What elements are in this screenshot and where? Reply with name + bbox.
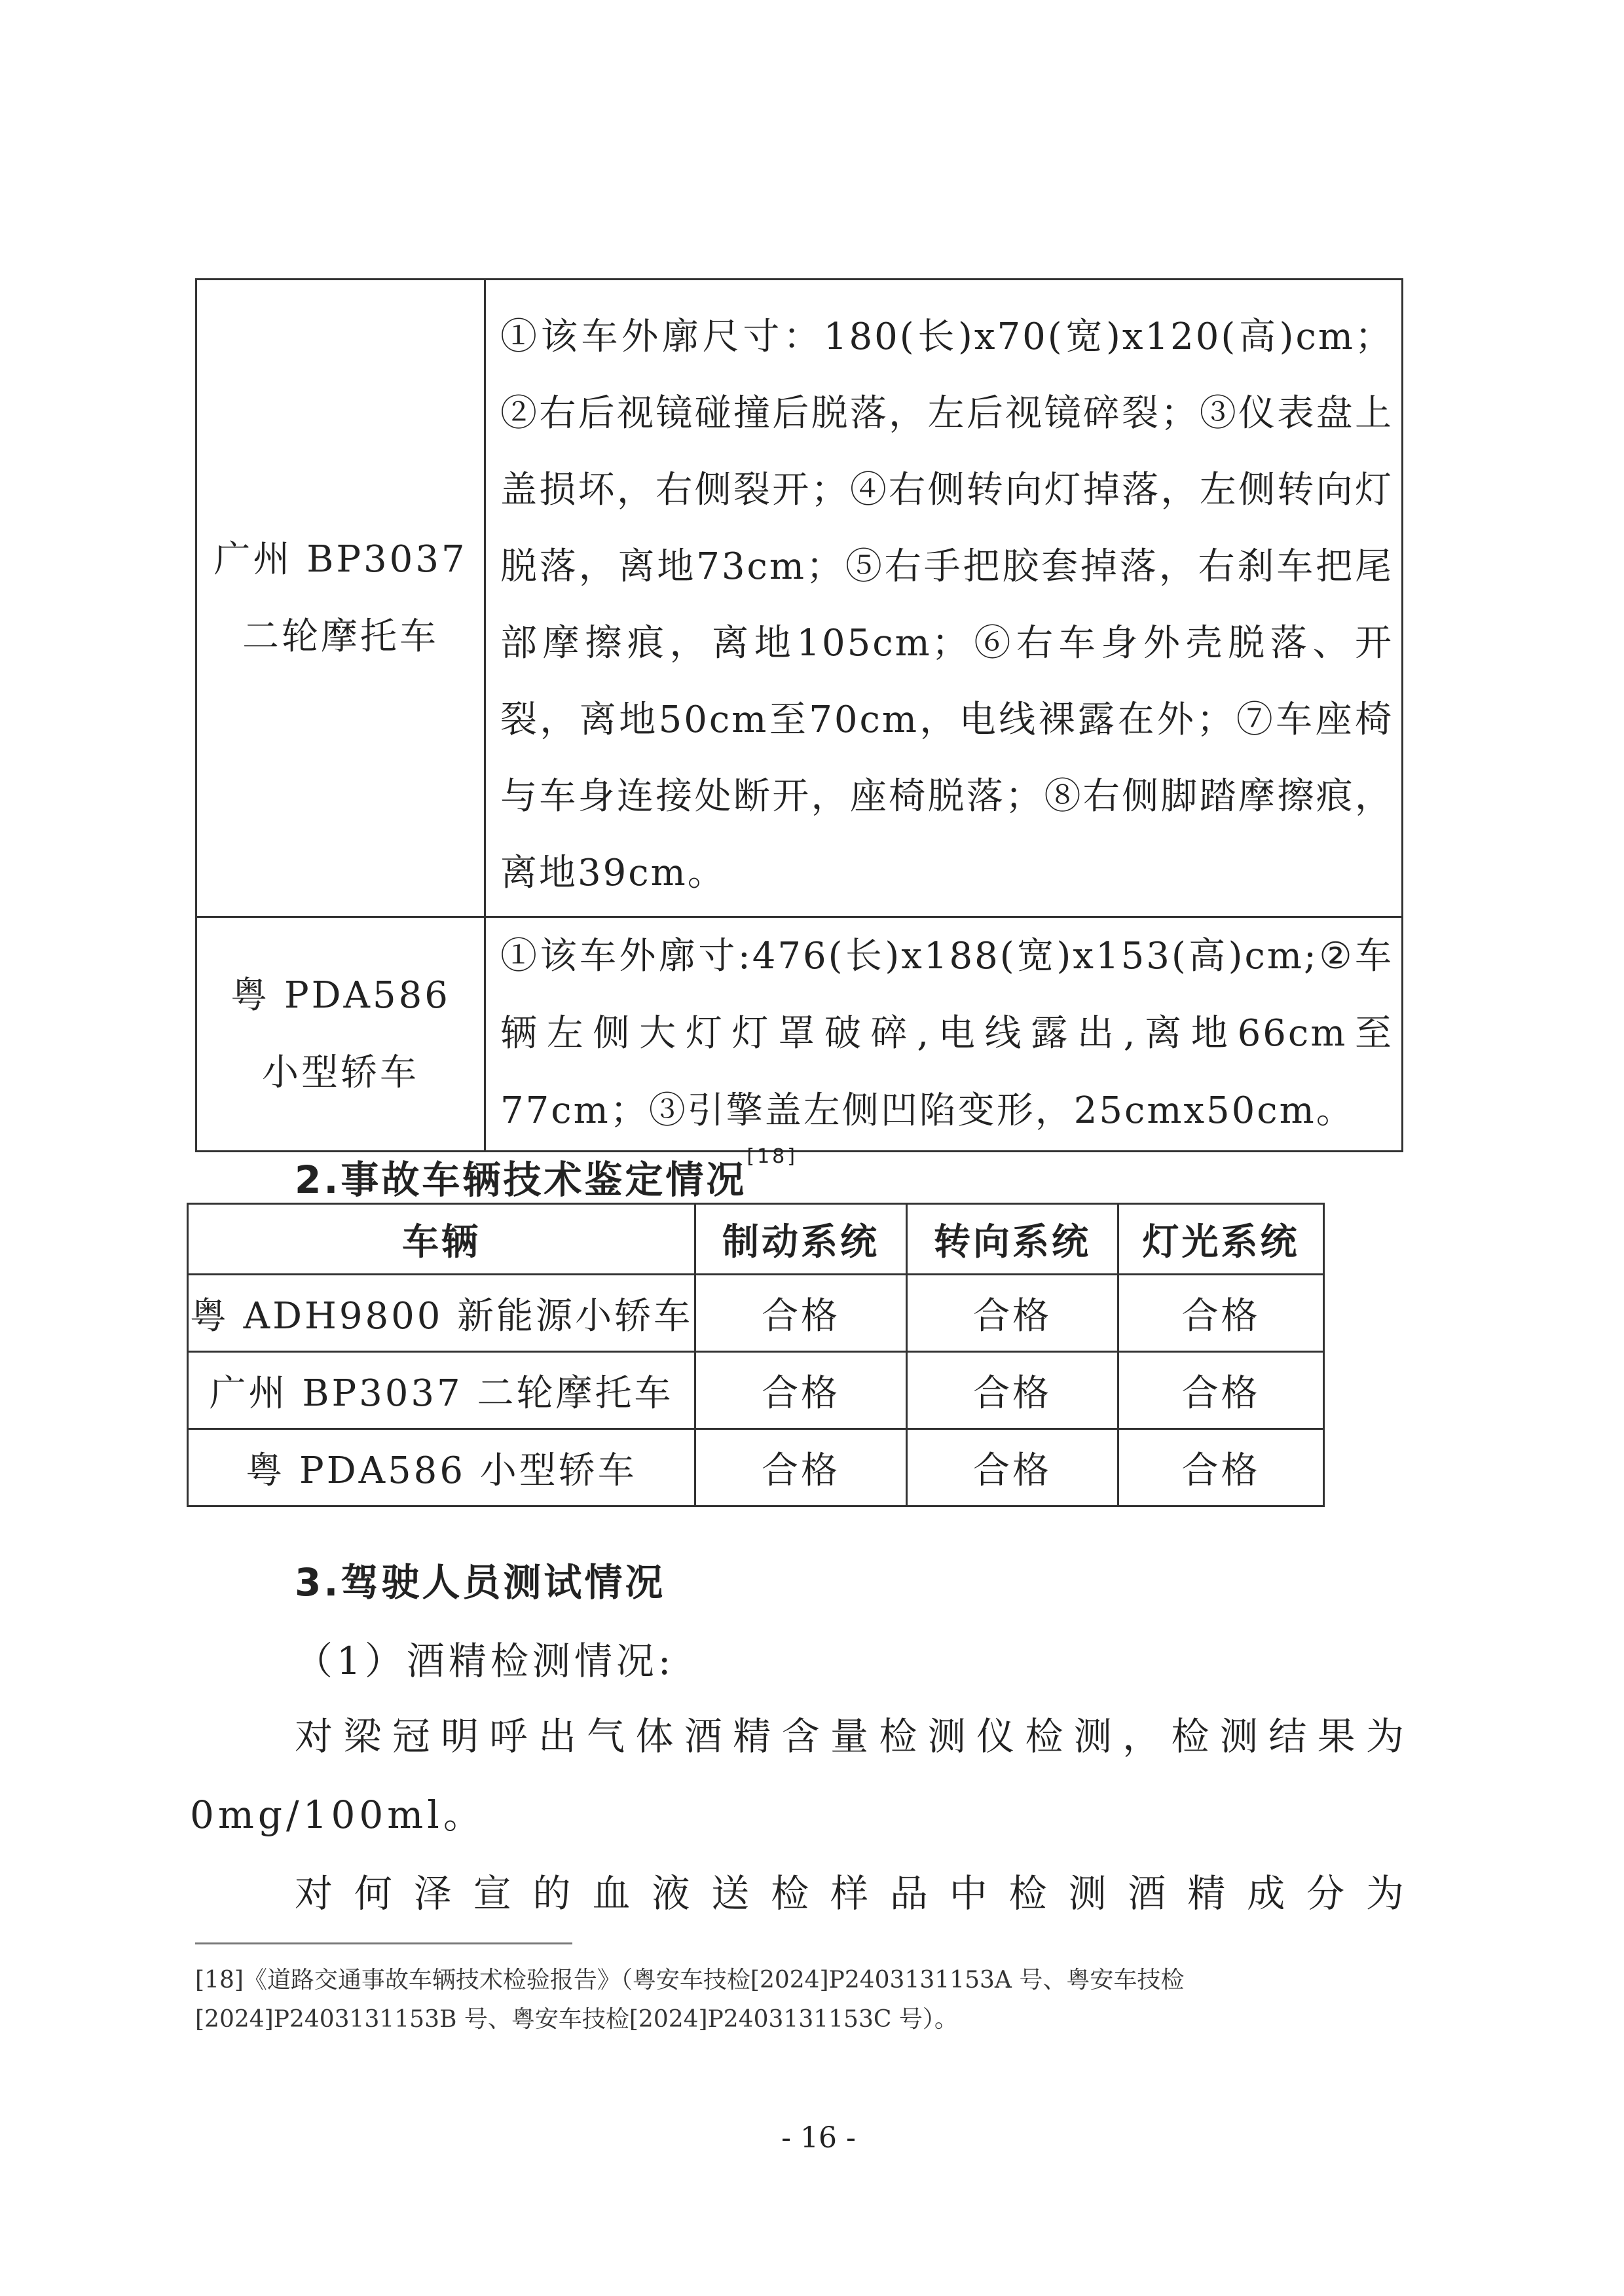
table-header-row xyxy=(188,1204,1324,1275)
table-cell: 合格 xyxy=(1118,1352,1324,1429)
section-heading: 3.驾驶人员测试情况 xyxy=(295,1560,666,1605)
damage-description: ①该车外廓尺寸：180(长)x70(宽)x120(高)cm；②右后视镜碰撞后脱落，左后视镜碎裂；③仪表盘上盖损坏，右侧裂开；④右侧转向灯掉落，左侧转向灯脱落，离地73cm；⑤右手把胶套掉落，右刹车把尾部摩擦痕，离地105cm；⑥右车身外壳脱落、开裂，离地50cm至70cm，电线裸露在外；⑦车座椅与车身连接处断开，座椅脱落；⑧右侧脚踏摩擦痕，离地39cm。 xyxy=(485,280,1403,917)
table-row xyxy=(188,1352,1324,1429)
footnote-divider xyxy=(195,1942,572,1944)
table-cell: 合格 xyxy=(1118,1429,1324,1506)
table-row xyxy=(188,1275,1324,1352)
footnote: [18]《道路交通事故车辆技术检验报告》（粤安车技检[2024]P2403131153A 号、粤安车技检[2024]P2403131153B 号、粤安车技检[2024]P2403131153C 号）。 xyxy=(195,1967,1185,2033)
table-cell: 粤 ADH9800 新能源小轿车 xyxy=(188,1275,695,1352)
vehicle-plate: 粤 PDA586 xyxy=(231,974,451,1017)
paragraph: 对何泽宣的血液送检样品中检测酒精成分为 xyxy=(295,1871,1408,1916)
vehicle-cell xyxy=(196,917,485,1152)
vehicle-plate: 广州 BP3037 xyxy=(213,538,468,581)
paragraph: 0mg/100ml。 xyxy=(190,1793,485,1837)
table-cell: 合格 xyxy=(695,1352,907,1429)
damage-description: ①该车外廓寸:476(长)x188(宽)x153(高)cm;②车辆左侧大灯灯罩破碎,电线露出,离地66cm至77cm；③引擎盖左侧凹陷变形，25cmx50cm。 xyxy=(485,917,1403,1152)
table-cell: 合格 xyxy=(695,1275,907,1352)
table-cell: 广州 BP3037 二轮摩托车 xyxy=(188,1352,695,1429)
column-header: 制动系统 xyxy=(695,1204,907,1275)
paragraph: 对梁冠明呼出气体酒精含量检测仪检测，检测结果为 xyxy=(295,1714,1408,1758)
vehicle-damage-table xyxy=(195,278,1403,1152)
column-header: 车辆 xyxy=(188,1204,695,1275)
inspection-table xyxy=(187,1203,1325,1507)
table-cell: 合格 xyxy=(907,1429,1118,1506)
column-header: 灯光系统 xyxy=(1118,1204,1324,1275)
table-cell: 合格 xyxy=(907,1352,1118,1429)
column-header: 转向系统 xyxy=(907,1204,1118,1275)
table-cell: 合格 xyxy=(695,1429,907,1506)
table-cell: 合格 xyxy=(907,1275,1118,1352)
page-number: - 16 - xyxy=(781,2121,856,2155)
table-cell: 合格 xyxy=(1118,1275,1324,1352)
subsection-heading: （1）酒精检测情况: xyxy=(295,1639,675,1683)
section-title: 2.事故车辆技术鉴定情况 xyxy=(295,1157,747,1202)
vehicle-type: 二轮摩托车 xyxy=(242,615,439,658)
table-row xyxy=(188,1429,1324,1506)
table-row xyxy=(196,280,1403,917)
table-cell: 粤 PDA586 小型轿车 xyxy=(188,1429,695,1506)
table-row xyxy=(196,917,1403,1152)
section-heading xyxy=(295,1145,798,1204)
vehicle-cell xyxy=(196,280,485,917)
vehicle-type: 小型轿车 xyxy=(262,1051,419,1094)
footnote-ref[interactable]: [18] xyxy=(747,1145,798,1168)
